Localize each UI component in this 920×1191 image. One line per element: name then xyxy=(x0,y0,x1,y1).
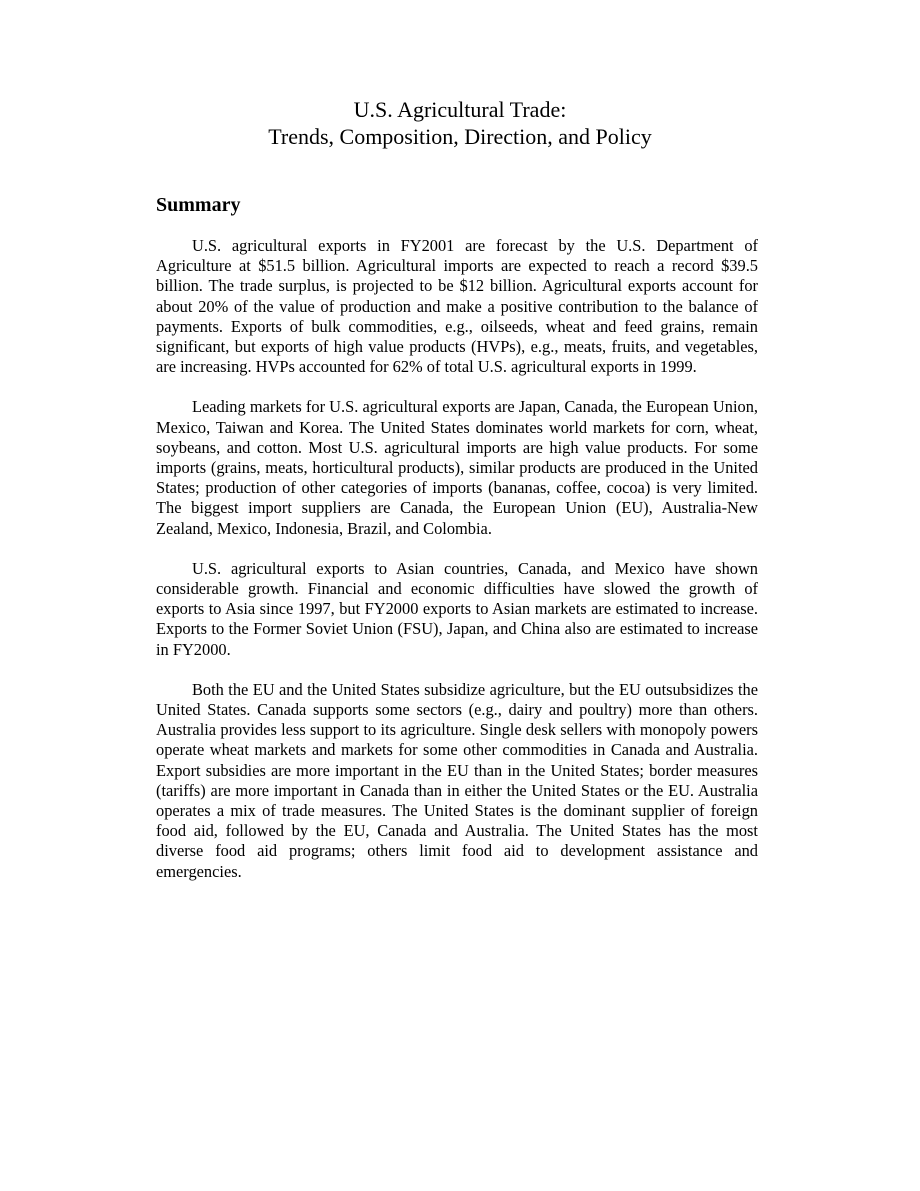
paragraph-exports-forecast: U.S. agricultural exports in FY2001 are forecast by the U.S. Department of Agriculture at $51.5 billion. Agricultural imports are expected to reach a record $39.5 billion. The trade surplus, is projected to be $12 billion. Agricultural exports account for about 20% of the value of production and make a positive contribution to the balance of payments. Exports of bulk commodities, e.g., oilseeds, wheat and feed grains, remain significant, but exports of high value products (HVPs), e.g., meats, fruits, and vegetables, are increasing. HVPs accounted for 62% of total U.S. agricultural exports in 1999. xyxy=(156,236,758,377)
paragraph-leading-markets: Leading markets for U.S. agricultural exports are Japan, Canada, the European Union, Mexico, Taiwan and Korea. The United States dominates world markets for corn, wheat, soybeans, and cotton. Most U.S. agricultural imports are high value products. For some imports (grains, meats, horticultural products), similar products are produced in the United States; production of other categories of imports (bananas, coffee, cocoa) is very limited. The biggest import suppliers are Canada, the European Union (EU), Australia-New Zealand, Mexico, Indonesia, Brazil, and Colombia. xyxy=(156,397,758,538)
summary-body xyxy=(156,236,758,902)
section-heading-summary: Summary xyxy=(156,194,241,216)
paragraph-export-growth: U.S. agricultural exports to Asian countries, Canada, and Mexico have shown considerable growth. Financial and economic difficulties have slowed the growth of exports to Asia since 1997, but FY2000 exports to Asian markets are estimated to increase. Exports to the Former Soviet Union (FSU), Japan, and China also are estimated to increase in FY2000. xyxy=(156,558,758,659)
title-line-1: U.S. Agricultural Trade: xyxy=(353,97,567,122)
paragraph-subsidies-policy: Both the EU and the United States subsidize agriculture, but the EU outsubsidizes the United States. Canada supports some sectors (e.g., dairy and poultry) more than others. Australia provides less support to its agriculture. Single desk sellers with monopoly powers operate wheat markets and markets for some other commodities in Canada and Australia. Export subsidies are more important in the EU than in the United States; border measures (tariffs) are more important in Canada than in either the United States or the EU. Australia operates a mix of trade measures. The United States is the dominant supplier of foreign food aid, followed by the EU, Canada and Australia. The United States has the most diverse food aid programs; others limit food aid to development assistance and emergencies. xyxy=(156,679,758,881)
title-line-2: Trends, Composition, Direction, and Policy xyxy=(268,124,652,149)
document-title xyxy=(0,96,920,150)
